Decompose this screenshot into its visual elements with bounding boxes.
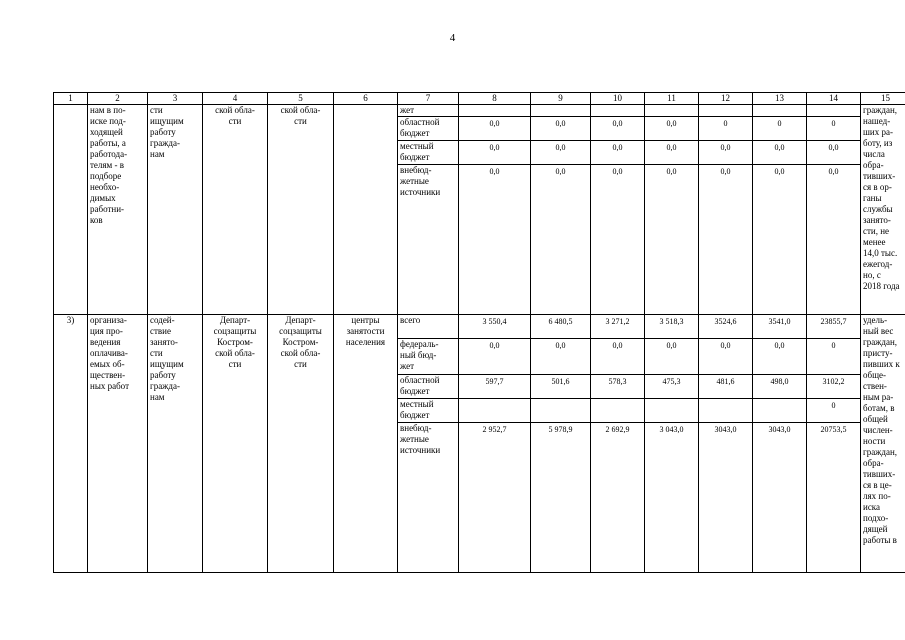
cell-coexecutor: Департ- соцзащиты Костром- ской обла- сти [268, 315, 334, 573]
value-cell: 3 043,0 [645, 423, 699, 573]
value-cell [699, 399, 753, 423]
funding-source-label: всего [398, 315, 459, 339]
value-cell: 3 518,3 [645, 315, 699, 339]
value-cell: 0 [807, 339, 861, 375]
col-number: 9 [531, 93, 591, 105]
value-cell: 481,6 [699, 375, 753, 399]
funding-source-label: местный бюджет [398, 399, 459, 423]
value-cell: 5 978,9 [531, 423, 591, 573]
col-number: 7 [398, 93, 459, 105]
col-number: 10 [591, 93, 645, 105]
value-cell [591, 105, 645, 117]
value-cell: 0,0 [591, 141, 645, 165]
value-cell: 0,0 [645, 165, 699, 315]
value-cell: 0 [699, 117, 753, 141]
funding-source-label: областной бюджет [398, 375, 459, 399]
funding-source-label: внебюд- жетные источники [398, 423, 459, 573]
value-cell: 0,0 [753, 165, 807, 315]
table-row [54, 315, 905, 339]
value-cell [645, 105, 699, 117]
value-cell: 0,0 [531, 141, 591, 165]
col-number: 11 [645, 93, 699, 105]
value-cell [645, 399, 699, 423]
value-cell: 0,0 [459, 339, 531, 375]
value-cell: 20753,5 [807, 423, 861, 573]
cell-responsible: Департ- соцзащиты Костром- ской обла- сти [203, 315, 268, 573]
value-cell: 0,0 [591, 117, 645, 141]
value-cell: 6 480,5 [531, 315, 591, 339]
value-cell: 2 952,7 [459, 423, 531, 573]
value-cell: 0,0 [753, 339, 807, 375]
cell-participant [334, 105, 398, 315]
value-cell: 0,0 [645, 141, 699, 165]
value-cell: 0,0 [807, 141, 861, 165]
value-cell: 3043,0 [699, 423, 753, 573]
cell-responsible: ской обла- сти [203, 105, 268, 315]
value-cell: 3102,2 [807, 375, 861, 399]
col-number: 13 [753, 93, 807, 105]
value-cell: 0,0 [645, 117, 699, 141]
value-cell: 0,0 [645, 339, 699, 375]
cell-measure-content: организа- ция про- ведения оплачива- емых об- ществен- ных работ [88, 315, 148, 573]
cell-measure-content: нам в по- иске под- ходящей работы, а работода- телям - в подборе необхо- димых работни- ков [88, 105, 148, 315]
program-table [53, 92, 905, 573]
value-cell: 597,7 [459, 375, 531, 399]
value-cell [753, 399, 807, 423]
col-number: 14 [807, 93, 861, 105]
funding-source-label: федераль- ный бюд- жет [398, 339, 459, 375]
col-number: 12 [699, 93, 753, 105]
value-cell: 0,0 [459, 141, 531, 165]
value-cell: 3 550,4 [459, 315, 531, 339]
value-cell: 501,6 [531, 375, 591, 399]
cell-task: сти ищущим работу гражда- нам [148, 105, 203, 315]
value-cell: 0,0 [531, 165, 591, 315]
value-cell: 0,0 [699, 141, 753, 165]
funding-source-label: жет [398, 105, 459, 117]
value-cell: 0,0 [699, 339, 753, 375]
col-number: 6 [334, 93, 398, 105]
col-number: 1 [54, 93, 88, 105]
value-cell: 0 [807, 117, 861, 141]
value-cell: 0,0 [807, 165, 861, 315]
col-number: 5 [268, 93, 334, 105]
value-cell [699, 105, 753, 117]
value-cell: 2 692,9 [591, 423, 645, 573]
cell-indicator: удель- ный вес граждан, присту- пивших к обще- ствен- ным ра- ботам, в общей числен- ности граждан, обра- тивших- ся в це- лях по- иска подхо- дящей работы в [861, 315, 905, 573]
value-cell [531, 399, 591, 423]
value-cell [459, 105, 531, 117]
value-cell: 0,0 [531, 117, 591, 141]
table-row [54, 105, 905, 117]
col-number: 2 [88, 93, 148, 105]
value-cell: 0 [753, 117, 807, 141]
value-cell: 3524,6 [699, 315, 753, 339]
value-cell: 3043,0 [753, 423, 807, 573]
value-cell: 3 271,2 [591, 315, 645, 339]
value-cell: 578,3 [591, 375, 645, 399]
cell-item-number [54, 105, 88, 315]
value-cell: 0,0 [459, 117, 531, 141]
column-number-row [54, 93, 905, 105]
value-cell: 0,0 [531, 339, 591, 375]
value-cell: 0,0 [591, 165, 645, 315]
value-cell [459, 399, 531, 423]
value-cell: 0,0 [459, 165, 531, 315]
value-cell: 0,0 [753, 141, 807, 165]
value-cell [807, 105, 861, 117]
value-cell [531, 105, 591, 117]
col-number: 3 [148, 93, 203, 105]
value-cell: 475,3 [645, 375, 699, 399]
value-cell: 0,0 [591, 339, 645, 375]
cell-participant: центры занятости населения [334, 315, 398, 573]
page-number: 4 [449, 32, 456, 44]
value-cell: 498,0 [753, 375, 807, 399]
value-cell: 0 [807, 399, 861, 423]
funding-source-label: местный бюджет [398, 141, 459, 165]
value-cell [591, 399, 645, 423]
funding-source-label: областной бюджет [398, 117, 459, 141]
funding-source-label: внебюд- жетные источники [398, 165, 459, 315]
value-cell [753, 105, 807, 117]
value-cell: 3541,0 [753, 315, 807, 339]
col-number: 15 [861, 93, 905, 105]
value-cell: 0,0 [699, 165, 753, 315]
cell-coexecutor: ской обла- сти [268, 105, 334, 315]
cell-item-number: 3) [54, 315, 88, 573]
value-cell: 23855,7 [807, 315, 861, 339]
col-number: 4 [203, 93, 268, 105]
cell-task: содей- ствие занято- сти ищущим работу гражда- нам [148, 315, 203, 573]
col-number: 8 [459, 93, 531, 105]
cell-indicator: граждан, нашед- ших ра- боту, из числа обра- тивших- ся в ор- ганы службы занято- сти, не менее 14,0 тыс. ежегод- но, с 2018 года [861, 105, 905, 315]
